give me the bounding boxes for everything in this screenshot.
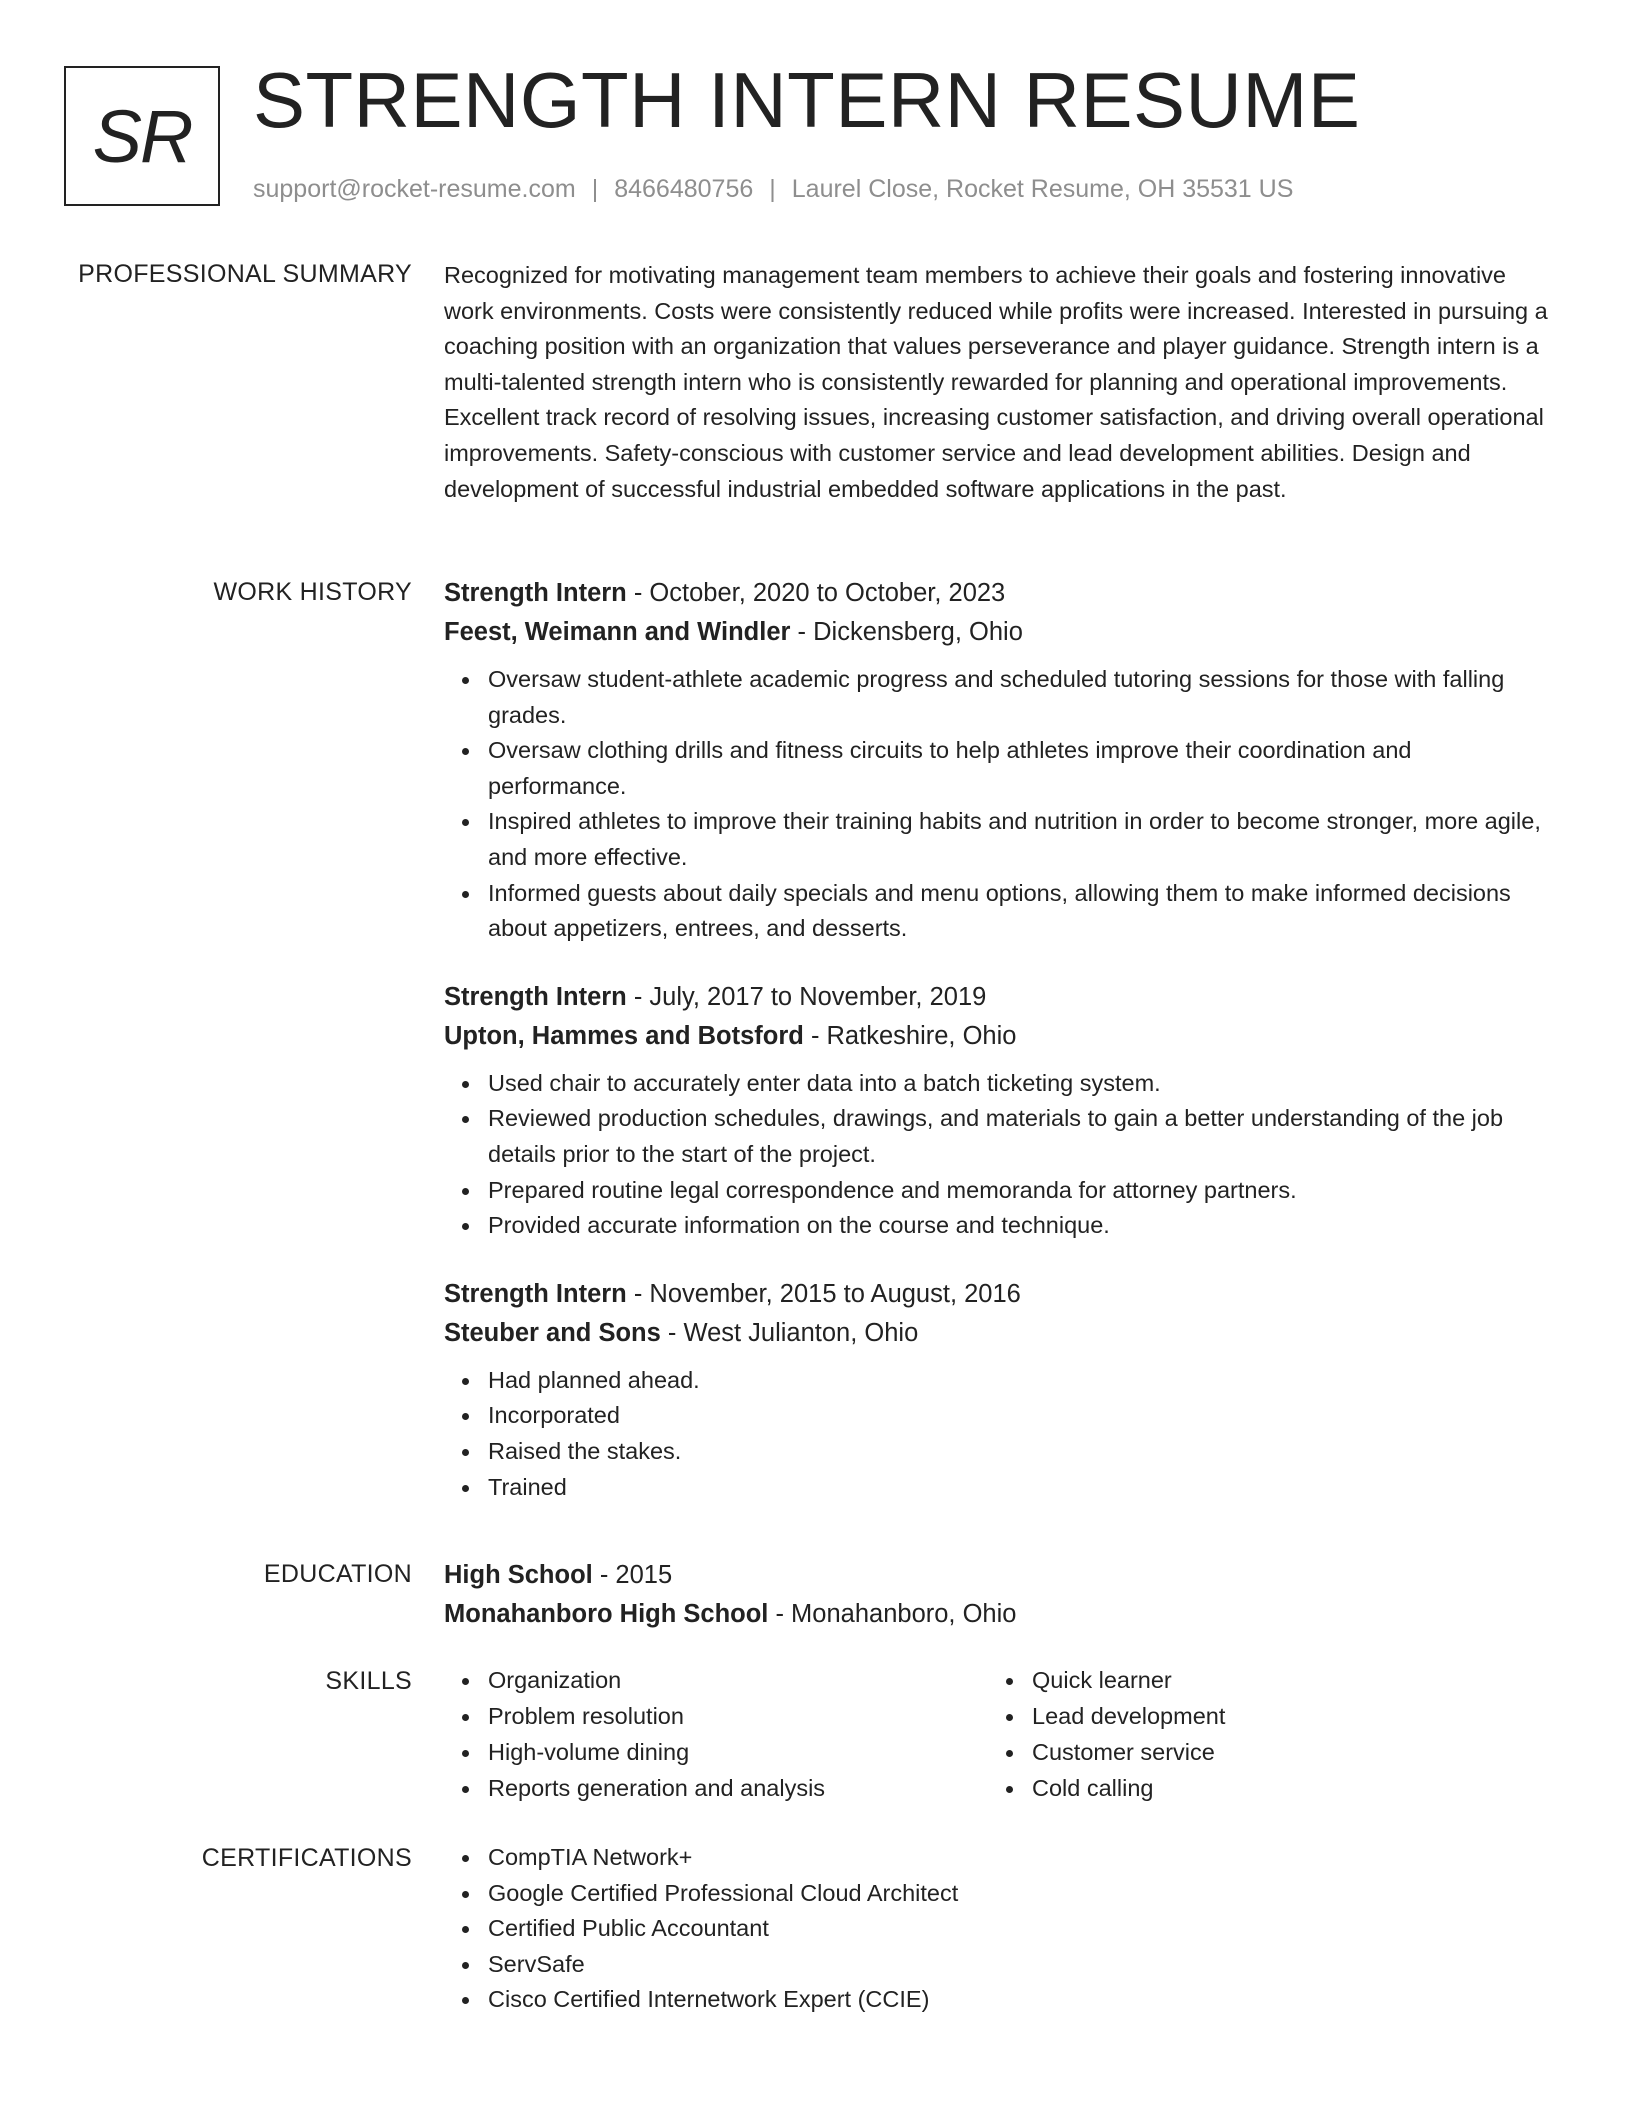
certification-item: CompTIA Network+ [488,1840,1554,1876]
job-bullet: Oversaw student-athlete academic progress and scheduled tutoring sessions for those with falling grades. [488,662,1554,733]
job-role: Strength Intern [444,982,627,1011]
skill-item: Problem resolution [488,1699,988,1735]
certification-item: Google Certified Professional Cloud Architect [488,1876,1554,1912]
job-role-line [444,978,1554,1017]
skills-list-left [444,1663,988,1807]
skill-item: Lead development [1032,1699,1532,1735]
skill-item: Organization [488,1663,988,1699]
skill-item: High-volume dining [488,1735,988,1771]
job-role: Strength Intern [444,1279,627,1308]
job-entry [444,1275,1554,1505]
skills-list-right [988,1663,1532,1807]
job-company: Steuber and Sons [444,1318,661,1347]
job-entry [444,574,1554,947]
education-location: - Monahanboro, Ohio [768,1600,1017,1628]
section-title: WORK HISTORY [213,578,412,606]
certification-item: Cisco Certified Internetwork Expert (CCIE) [488,1982,1554,2018]
job-dates: - July, 2017 to November, 2019 [626,982,987,1011]
section-title: CERTIFICATIONS [201,1844,412,1872]
job-company-line [444,613,1554,652]
job-bullets [444,1363,1554,1505]
job-bullet: Had planned ahead. [488,1363,1554,1399]
section-title: EDUCATION [263,1560,412,1588]
skill-item: Cold calling [1032,1771,1532,1807]
monogram-initials: SR [92,94,192,178]
job-bullet: Trained [488,1470,1554,1506]
summary-text: Recognized for motivating management team members to achieve their goals and fostering innovative work environments. Costs were consistently reduced while profits were increased. Interested in pursuing a coaching position with an organization that values perseverance and player guidance. Strength intern is a multi-talented strength intern who is consistently rewarded for planning and operational improvements. Excellent track record of resolving issues, increasing customer satisfaction, and driving overall operational improvements. Safety-conscious with customer service and lead development abilities. Design and development of successful industrial embedded software applications in the past. [444,262,1548,502]
certification-item: ServSafe [488,1947,1554,1983]
job-role-line [444,1275,1554,1314]
contact-line [253,172,1293,206]
section-title: SKILLS [325,1667,412,1695]
certification-item: Certified Public Accountant [488,1911,1554,1947]
education-degree: High School [444,1561,593,1589]
monogram-logo [64,66,220,206]
contact-separator: | [591,175,599,203]
education-degree-line [444,1556,1554,1595]
education-year: - 2015 [592,1561,673,1589]
job-bullet: Informed guests about daily specials and menu options, allowing them to make informed decisions about appetizers, entrees, and desserts. [488,876,1554,947]
job-location: - West Julianton, Ohio [660,1318,919,1347]
contact-phone: 8466480756 [614,175,754,203]
job-bullets [444,1066,1554,1244]
job-dates: - October, 2020 to October, 2023 [626,579,1006,607]
job-company: Upton, Hammes and Botsford [444,1021,804,1050]
job-entry [444,978,1554,1244]
skill-item: Quick learner [1032,1663,1532,1699]
contact-separator: | [769,175,776,203]
job-company-line [444,1017,1554,1056]
job-bullet: Raised the stakes. [488,1434,1554,1470]
job-role: Strength Intern [444,579,627,607]
job-bullet: Oversaw clothing drills and fitness circuits to help athletes improve their coordination and performance. [488,733,1554,804]
job-dates: - November, 2015 to August, 2016 [626,1279,1021,1308]
job-bullet: Incorporated [488,1398,1554,1434]
resume-title: STRENGTH INTERN RESUME [253,56,1361,144]
education-school: Monahanboro High School [444,1600,769,1628]
job-role-line [444,574,1554,613]
job-bullets [444,662,1554,947]
job-location: - Dickensberg, Ohio [790,618,1023,646]
job-bullet: Provided accurate information on the course and technique. [488,1208,1554,1244]
skills-columns [444,1663,1554,1807]
job-bullet: Prepared routine legal correspondence and memoranda for attorney partners. [488,1173,1554,1209]
section-title: PROFESSIONAL SUMMARY [78,260,412,288]
job-company: Feest, Weimann and Windler [444,618,791,646]
contact-email: support@rocket-resume.com [253,175,576,203]
job-location: - Ratkeshire, Ohio [803,1021,1017,1050]
certifications-list [444,1840,1554,2018]
job-bullet: Used chair to accurately enter data into a batch ticketing system. [488,1066,1554,1102]
skill-item: Customer service [1032,1735,1532,1771]
skill-item: Reports generation and analysis [488,1771,988,1807]
education-school-line [444,1595,1554,1634]
job-bullet: Reviewed production schedules, drawings, and materials to gain a better understanding of the job details prior to the start of the project. [488,1101,1554,1172]
job-bullet: Inspired athletes to improve their training habits and nutrition in order to become stronger, more agile, and more effective. [488,804,1554,875]
job-company-line [444,1314,1554,1353]
contact-address: Laurel Close, Rocket Resume, OH 35531 US [791,175,1294,203]
